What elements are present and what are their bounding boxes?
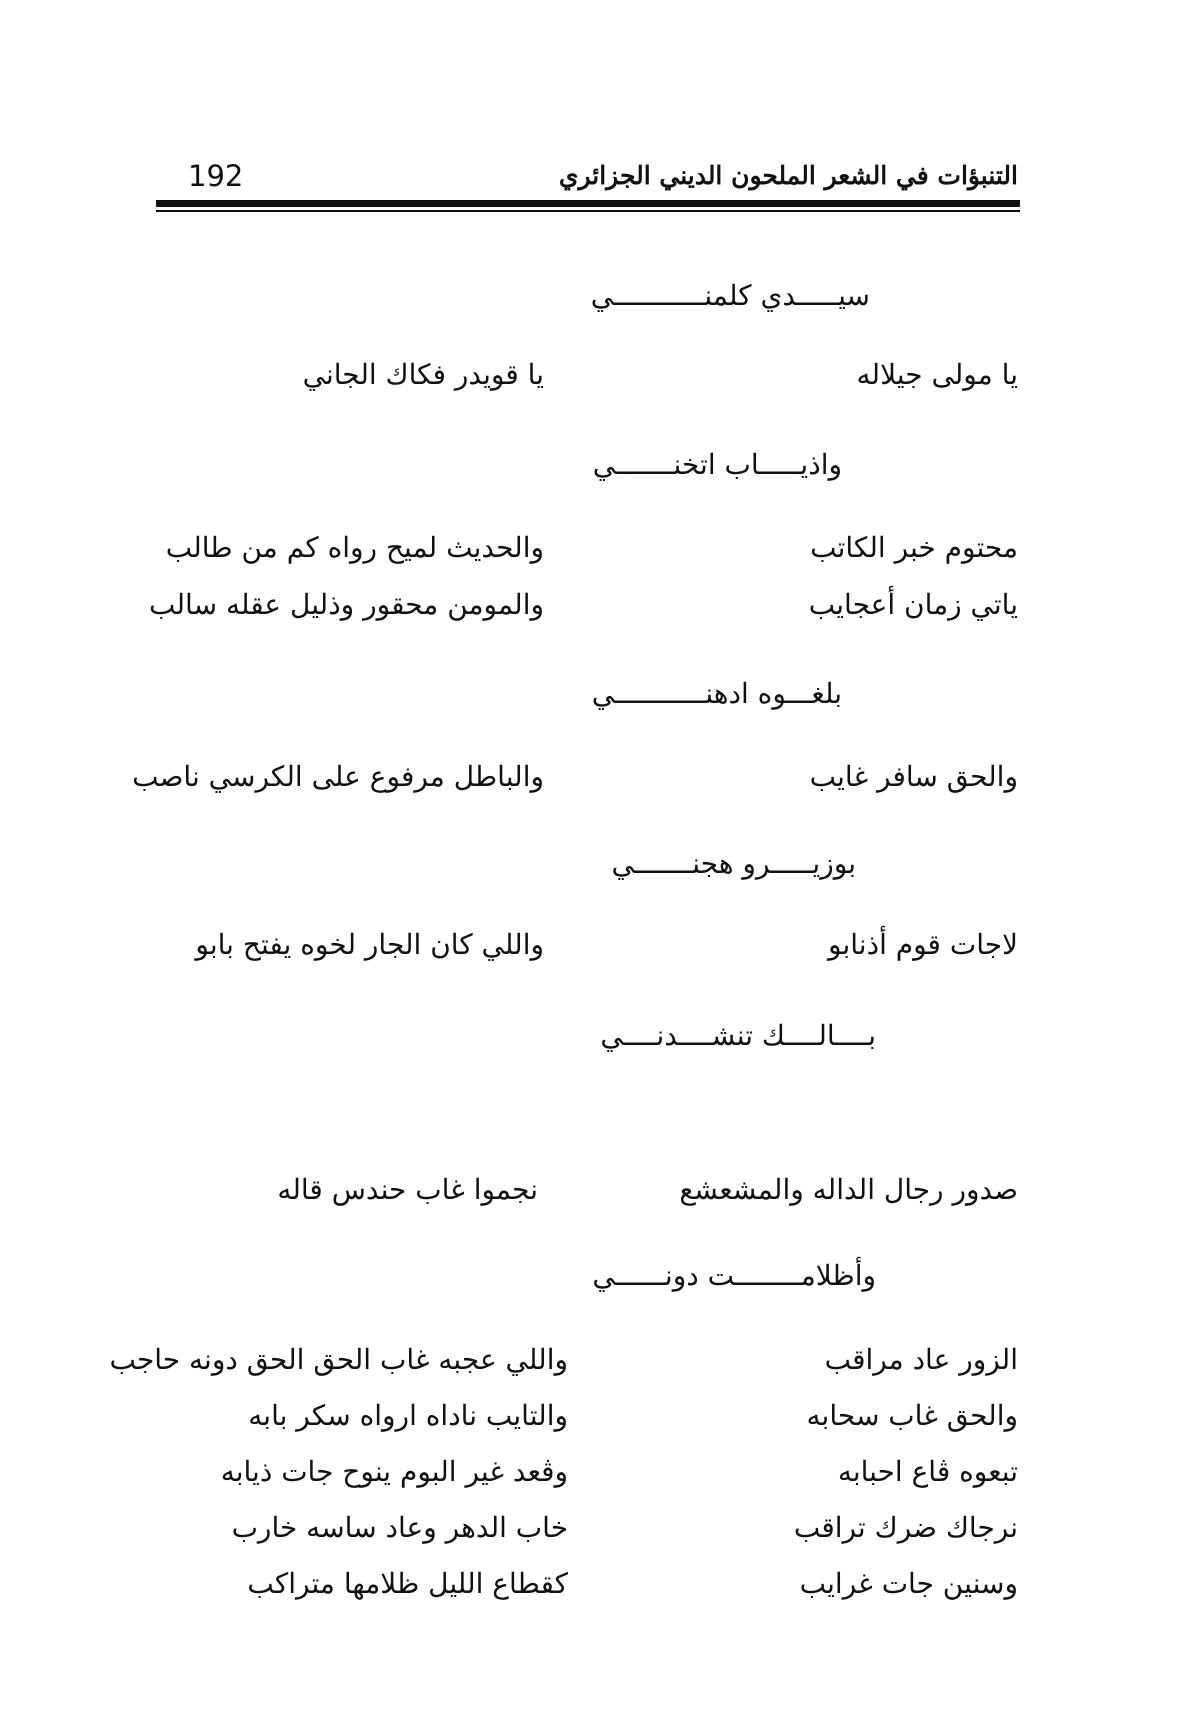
refrain-line: بلغـــوه ادهنـــــــــــي [591, 677, 842, 710]
verse-left-hemistich: خاب الدهر وعاد ساسه خارب [231, 1511, 568, 1544]
verse-right-hemistich: يا مولى جيلاله [856, 358, 1018, 391]
refrain-line: بوزيـــــرو هجنـــــــي [611, 847, 856, 880]
verse-right-hemistich: تبعوه ڤاع احبابه [837, 1455, 1018, 1488]
verse-right-hemistich: صدور رجال الداله والمشعشع [679, 1173, 1018, 1206]
verse-left-hemistich: واللي عجبه غاب الحق الحق دونه حاجب [109, 1343, 568, 1376]
verse-right-hemistich: والحق غاب سحابه [806, 1399, 1018, 1432]
refrain-line: واذيـــــاب اتخنـــــــي [592, 448, 842, 481]
verse-left-hemistich: والمومن محقور وذليل عقله سالب [149, 588, 544, 621]
verse-right-hemistich: لاجات قوم أذنابو [828, 928, 1018, 961]
verse-left-hemistich: وڤعد غير البوم ينوح جات ذيابه [220, 1455, 568, 1488]
header-rule-thin [156, 210, 1020, 212]
verse-right-hemistich: ياتي زمان أعجايب [808, 588, 1018, 621]
page-number: 192 [188, 159, 244, 193]
verse-right-hemistich: محتوم خبر الكاتب [810, 531, 1018, 564]
verse-right-hemistich: نرجاك ضرك تراقب [793, 1511, 1018, 1544]
refrain-line: سيـــــدي كلمنـــــــــــي [590, 279, 870, 312]
refrain-line: بــــالــــك تنشــــدنــــي [600, 1019, 876, 1052]
verse-left-hemistich: واللي كان الجار لخوه يفتح بابو [195, 928, 544, 961]
verse-left-hemistich: والباطل مرفوع على الكرسي ناصب [132, 760, 544, 793]
refrain-line: وأظلامــــــــت دونــــــي [592, 1259, 876, 1292]
verse-left-hemistich: والحديث لميح رواه كم من طالب [165, 531, 544, 564]
verse-right-hemistich: والحق سافر غايب [809, 760, 1018, 793]
header-rule-thick [156, 200, 1020, 207]
verse-right-hemistich: الزور عاد مراقب [824, 1343, 1018, 1376]
verse-left-hemistich: نجموا غاب حندس قاله [277, 1173, 538, 1206]
verse-left-hemistich: والتايب ناداه ارواه سكر بابه [248, 1399, 568, 1432]
verse-left-hemistich: كقطاع الليل ظلامها متراكب [247, 1567, 568, 1600]
verse-right-hemistich: وسنين جات غرايب [799, 1567, 1018, 1600]
verse-left-hemistich: يا قويدر فكاك الجاني [302, 358, 544, 391]
running-title: التنبؤات في الشعر الملحون الديني الجزائري [558, 161, 1018, 190]
